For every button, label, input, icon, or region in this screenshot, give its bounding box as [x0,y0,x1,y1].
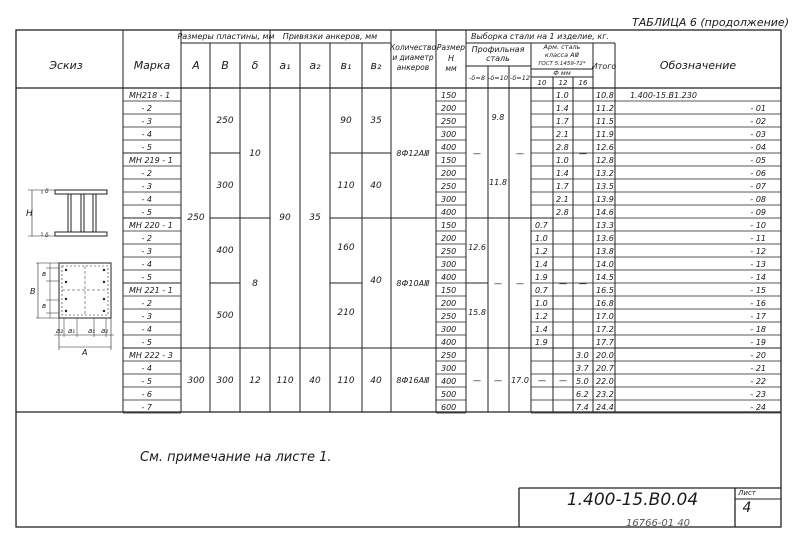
header-H-1: Размер [436,43,466,52]
header-A: А [192,59,200,72]
cell-a10-222: — [538,376,546,385]
header-p10: 10 [537,79,547,87]
header-plate-group: Размеры пластины, мм [177,32,275,41]
row-total: 16.5 [596,286,614,295]
cell-d12-220-221: — [516,279,524,288]
row-arm-12: 2.1 [556,195,569,204]
sketch-H-label: H [26,209,33,219]
sketch-a2-label-left: a₂ [56,327,64,335]
cell-d12-222: 17.0 [511,376,529,385]
header-a1: a₁ [279,59,291,72]
row-H: 200 [441,104,457,113]
header-delta: δ [251,59,259,72]
row-designation: - 24 [750,403,766,412]
row-designation: - 08 [750,195,766,204]
row-designation: - 03 [750,130,766,139]
header-p12: 12 [558,79,568,87]
header-anchors-1: Количество [389,43,437,52]
sheet-label: Лист [738,489,756,497]
row-arm-12: 2.8 [556,208,569,217]
row-mark: МН 220 - 1 [129,221,173,230]
row-arm-16: 3.7 [576,364,589,373]
cell-a2-main: 35 [309,213,321,223]
row-mark: - 4 [141,325,152,334]
row-arm-16: 3.0 [576,351,589,360]
sketch-a2-label-right: a₂ [101,327,109,335]
row-designation: - 13 [750,260,766,269]
row-designation: - 09 [750,208,766,217]
row-mark: МН 221 - 1 [129,286,173,295]
cell-d12-upper: — [516,149,524,158]
cell-a2-222: 40 [309,376,321,386]
row-arm-10: 1.9 [535,273,548,282]
row-mark: - 6 [141,390,152,399]
row-arm-16: 6.2 [576,390,589,399]
row-mark: - 5 [141,273,152,282]
cell-delta-10: 10 [249,149,261,159]
row-designation: - 21 [750,364,766,373]
row-arm-12: 2.1 [556,130,569,139]
row-total: 24.4 [596,403,614,412]
row-total: 14.6 [596,208,614,217]
row-total: 12.8 [596,156,614,165]
row-mark: МН 219 - 1 [129,156,173,165]
row-total: 13.5 [596,182,614,191]
row-designation: - 14 [750,273,766,282]
row-total: 13.8 [596,247,614,256]
sketch-plan [36,263,114,350]
row-total: 23.2 [596,390,614,399]
row-arm-10: 1.2 [535,312,548,321]
row-designation: - 18 [750,325,766,334]
row-designation: - 22 [750,377,766,386]
row-designation: - 11 [750,234,766,243]
row-mark: - 5 [141,377,152,386]
header-anchor-group: Привязки анкеров, мм [282,32,378,41]
row-mark: - 5 [141,143,152,152]
row-H: 300 [441,195,457,204]
row-H: 200 [441,234,457,243]
row-H: 400 [441,273,457,282]
sketch-b-label-1: в [42,270,47,278]
row-mark: - 4 [141,364,152,373]
row-total: 14.0 [596,260,614,269]
row-mark: - 4 [141,260,152,269]
row-arm-10: 1.9 [535,338,548,347]
cell-B-220: 400 [216,246,234,256]
header-B: В [221,59,229,72]
row-mark: МН218 - 1 [129,91,171,100]
cell-b2-219: 40 [370,181,382,191]
header-arm-1: Арм. сталь [543,43,581,51]
row-total: 13.2 [596,169,614,178]
row-total: 16.8 [596,299,614,308]
row-mark: - 5 [141,208,152,217]
header-phi: Ф мм [553,69,571,77]
row-arm-16: 7.4 [576,403,589,412]
cell-A-main: 250 [187,213,205,223]
cell-a12-222: — [559,376,567,385]
header-b1: в₁ [340,59,352,72]
row-total: 11.2 [596,104,614,113]
row-H: 200 [441,299,457,308]
row-total: 11.9 [596,130,614,139]
header-p16: 16 [578,79,588,87]
row-mark: - 2 [141,104,152,113]
header-b2: в₂ [370,59,382,72]
row-H: 200 [441,169,457,178]
header-d12: -δ=12 [509,74,531,82]
row-mark: МН 222 - 3 [129,351,173,360]
header-designation: Обозначение [659,59,737,72]
row-arm-12: 1.7 [556,117,569,126]
row-H: 150 [441,91,457,100]
row-H: 400 [441,208,457,217]
row-total: 13.9 [596,195,614,204]
cell-a1-222: 110 [276,376,294,386]
row-designation: - 16 [750,299,766,308]
row-designation: - 01 [750,104,766,113]
row-designation: - 07 [750,182,766,191]
row-total: 17.7 [596,338,614,347]
row-designation: - 04 [750,143,766,152]
cell-delta-12: 12 [249,376,261,386]
cell-d10-220-221: — [494,279,502,288]
row-arm-12: 1.0 [556,91,569,100]
row-mark: - 3 [141,247,152,256]
sheet-number: 4 [742,500,752,516]
sketch-b-label-2: в [42,302,47,310]
row-H: 400 [441,338,457,347]
row-total: 17.0 [596,312,614,321]
cell-b1-219: 110 [337,181,355,191]
row-arm-10: 1.0 [535,299,548,308]
header-a2: a₂ [309,59,321,72]
cell-d8-220: 12.6 [468,243,486,252]
row-designation: - 17 [750,312,766,321]
row-designation: - 02 [750,117,766,126]
row-designation: - 05 [750,156,766,165]
row-designation: - 06 [750,169,766,178]
row-H: 500 [441,390,457,399]
header-anchors-2: и диаметр [392,53,434,62]
cell-anchors-16: 8Ф16АⅢ [396,376,430,385]
cell-a12-220-221: — [559,279,567,288]
row-total: 12.6 [596,143,614,152]
cell-b1-221: 210 [337,308,355,318]
sketch-elevation [28,190,107,236]
row-mark: - 3 [141,312,152,321]
row-mark: - 7 [141,403,152,412]
row-designation: - 10 [750,221,766,230]
row-mark: - 4 [141,195,152,204]
cell-b1-222: 110 [337,376,355,386]
row-H: 150 [441,286,457,295]
sketch-A-label: A [82,348,88,357]
header-H-2: H [447,54,455,63]
row-arm-10: 1.4 [535,325,548,334]
row-H: 300 [441,130,457,139]
row-arm-10: 0.7 [535,286,548,295]
header-anchors-3: анкеров [396,63,430,72]
row-H: 150 [441,221,457,230]
row-H: 300 [441,325,457,334]
row-arm-10: 1.4 [535,260,548,269]
cell-d8-221: 15.8 [468,308,486,317]
row-total: 10.8 [596,91,614,100]
note: См. примечание на листе 1. [140,450,332,465]
cell-anchors-12: 8Ф12АⅢ [396,149,430,158]
row-arm-10: 1.0 [535,234,548,243]
row-H: 150 [441,156,457,165]
row-H: 400 [441,377,457,386]
row-H: 250 [441,117,457,126]
row-arm-16: 5.0 [576,377,589,386]
row-mark: - 2 [141,169,152,178]
sketch-delta-label-top: δ [45,188,49,195]
document-number: 1.400-15.В0.04 [566,490,699,510]
row-H: 300 [441,260,457,269]
cell-anchors-10: 8Ф10АⅢ [396,279,430,288]
sketch-delta-label-bottom: δ [45,232,49,239]
cell-d8-218-219: — [473,149,481,158]
cell-b1-220: 160 [337,243,355,253]
header-profile-2: сталь [486,54,510,63]
header-H-3: мм [445,64,457,73]
cell-d10-218: 9.8 [491,113,505,122]
cell-d10-219: 11.8 [489,178,507,187]
row-total: 11.5 [596,117,614,126]
header-d10: -δ=10 [487,74,509,82]
row-arm-10: 0.7 [535,221,548,230]
header-mark: Марка [133,59,171,72]
cell-b1-218: 90 [340,116,352,126]
row-H: 400 [441,143,457,152]
sketch-anchor-holes [65,269,105,312]
row-mark: - 5 [141,338,152,347]
row-H: 250 [441,312,457,321]
row-designation: - 20 [750,351,766,360]
row-total: 20.0 [596,351,614,360]
row-H: 600 [441,403,457,412]
row-designation: 1.400-15.В1.230 [630,91,697,100]
cell-d8-222: — [473,376,481,385]
row-mark: - 2 [141,234,152,243]
row-mark: - 3 [141,182,152,191]
header-arm-2: класса АⅢ [544,51,580,59]
cell-d10-222: — [494,376,502,385]
row-arm-12: 1.0 [556,156,569,165]
row-designation: - 15 [750,286,766,295]
sketch-a1-label-left: a₁ [68,327,76,335]
row-total: 13.3 [596,221,614,230]
row-H: 250 [441,247,457,256]
row-H: 250 [441,351,457,360]
cell-b2-220-221: 40 [370,276,382,286]
header-profile-1: Профильная [471,45,525,54]
cell-B-221: 500 [216,311,234,321]
sketch-a1-label-right: a₁ [88,327,96,335]
row-mark: - 2 [141,299,152,308]
row-total: 20.7 [596,364,614,373]
cell-a16-mid: — [579,279,587,288]
row-total: 13.6 [596,234,614,243]
table-title: ТАБЛИЦА 6 (продолжение) [632,16,789,29]
cell-B-219: 300 [216,181,234,191]
cell-B-222: 300 [216,376,234,386]
cell-a16-upper: — [579,149,587,158]
row-arm-12: 1.4 [556,104,569,113]
row-arm-12: 1.4 [556,169,569,178]
cell-b2-218: 35 [370,116,382,126]
row-mark: - 3 [141,117,152,126]
row-arm-12: 2.8 [556,143,569,152]
cell-delta-8: 8 [252,279,258,289]
row-designation: - 23 [750,390,766,399]
sketch-B-label: B [30,287,36,296]
row-designation: - 12 [750,247,766,256]
cell-a1-main: 90 [279,213,291,223]
cell-b2-222: 40 [370,376,382,386]
header-d8: -δ=8 [469,74,485,82]
header-steel-group: Выборка стали на 1 изделие, кг. [471,32,609,41]
cell-A-222: 300 [187,376,205,386]
row-designation: - 19 [750,338,766,347]
row-total: 22.0 [596,377,614,386]
row-H: 300 [441,364,457,373]
header-arm-3: ГОСТ 5.1459-72* [538,61,586,67]
inventory-number: 16766-01 40 [626,518,691,529]
row-H: 250 [441,182,457,191]
cell-B-218: 250 [216,116,234,126]
row-total: 14.5 [596,273,614,282]
row-mark: - 4 [141,130,152,139]
header-total: Итого [591,62,617,71]
header-sketch: Эскиз [49,59,83,72]
row-total: 17.2 [596,325,614,334]
row-arm-10: 1.2 [535,247,548,256]
row-arm-12: 1.7 [556,182,569,191]
